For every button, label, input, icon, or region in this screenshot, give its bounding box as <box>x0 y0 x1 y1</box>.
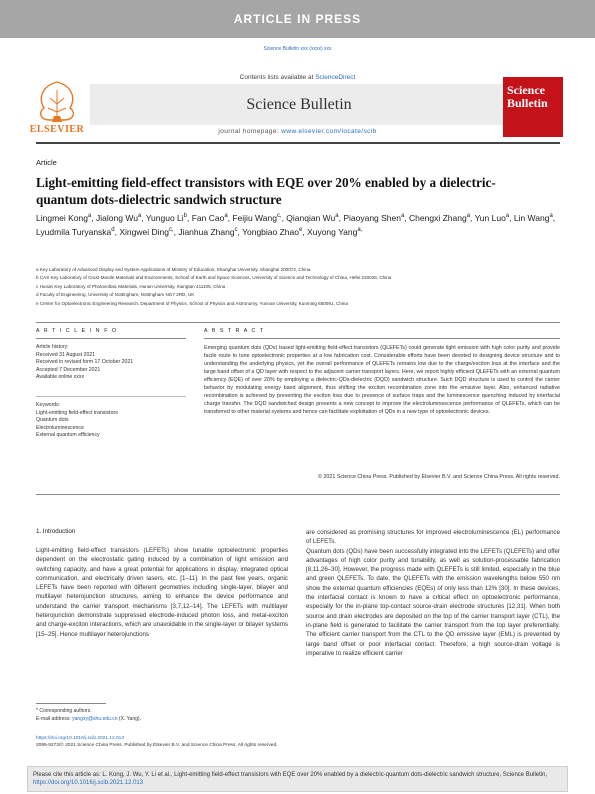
author[interactable]: Yunguo Li$^b$ <box>145 213 187 223</box>
history-label: Article history: <box>36 344 69 350</box>
section-heading-introduction: 1. Introduction <box>36 528 76 535</box>
affiliation: a Key Laboratory of Advanced Display and System Applications of Ministry of Education, Shanghai University, Shanghai 200072, China <box>36 267 311 272</box>
contents-prefix: Contents lists available at <box>239 74 314 81</box>
affiliation: d Faculty of Engineering, University of Nottingham, Nottingham NG7 2RD, UK <box>36 292 195 298</box>
doi-block <box>36 735 476 749</box>
affiliations-divider <box>36 322 560 323</box>
homepage-prefix: journal homepage: <box>218 128 280 135</box>
corresponding-authors-note: * Corresponding authors. <box>36 708 92 714</box>
article-title: Light-emitting field-effect transistors with EQE over 20% enabled by a dielectric-quantum dots-dielectric sandwich structure <box>36 175 496 207</box>
author[interactable]: Jianhua Zhang$^c$ <box>178 226 238 237</box>
author[interactable]: Lin Wang$^a$ <box>513 213 553 223</box>
author[interactable]: Chengxi Zhang$^a$ <box>409 213 471 223</box>
article-info-heading: A R T I C L E I N F O <box>36 328 118 334</box>
homepage-link[interactable]: www.elsevier.com/locate/scib <box>281 128 377 135</box>
cover-title-line1: Science <box>507 83 545 97</box>
body-column-left: Light-emitting field-effect transistors (LEFETs) show tunable optoelectronic properties dependent on the electrostatic gating induced by a combination of light emission and switching capacity, and have a great potential for applications in display, integrated optical communication, and electrically driven lasers, etc. [1–11]. In the past few years, organic LEFETs have been reported with different geometries including single-layer, bilayer and multilayer heterojunction structures, aiming to enhance the device performance and understand the carrier transport mechanisms [3,7,12–14]. The LEFETs with multilayer heterojunction demonstrate suppressed electrode-induced photon loss, and metal-exciton and charge-exciton interactions, which are unavoidable in the single-layer or bilayer systems [15–25]. Hence multilayer heterojunctions <box>36 547 288 638</box>
article-history <box>36 344 186 382</box>
history-item: Accepted 7 December 2021 <box>36 366 101 373</box>
author[interactable]: Yun Luo$^a$ <box>474 213 510 223</box>
citation-doi-link[interactable]: https://doi.org/10.1016/j.scib.2021.12.013 <box>33 780 144 786</box>
keywords-label: Keywords: <box>36 402 61 408</box>
affiliation: b CAS Key Laboratory of Crust-Mantle Materials and Environments, School of Earth and Space Sciences, University of Science and Technology of China, Hefei 230026, China <box>36 275 392 281</box>
affiliation-list <box>36 266 566 308</box>
email-link[interactable]: yangxy@shu.edu.cn <box>72 716 118 723</box>
keyword: Electroluminescence <box>36 424 84 431</box>
copyright-notice: © 2021 Science China Press. Published by Elsevier B.V. and Science China Press. All rights reserved. <box>318 474 560 480</box>
author[interactable]: Lingmei Kong$^a$ <box>36 213 92 223</box>
history-item: Available online xxxx <box>36 374 85 381</box>
keyword: Light-emitting field-effect transistors <box>36 409 118 416</box>
affiliation: c Hunan Key Laboratory of Photovoltaic Materials, Hunan University, Xiangtan 411105, China <box>36 283 226 289</box>
history-item: Received 31 August 2021 <box>36 351 96 358</box>
citation-text <box>33 771 561 787</box>
author[interactable]: Feijiu Wang$^{c,}$ <box>232 213 282 223</box>
author[interactable]: Xuyong Yang$^{a,}$ <box>307 226 363 237</box>
body-column-right: are considered as promising structures for improved electroluminescence (EL) performance of LEFETs. Quantum dots (QDs) have been successfully integrated into the LEFETs (QLEFETs) and offer advantages of high color purity and tunability, as well as solution-processable fabrication [8,11,26–30]. However, the progress made with QLEFETs is still limited, especially in the blue and green QLEFETs. To date, the QLEFETs with the emission wavelengths below 550 nm show the external quantum efficiencies (EQEs) of only less than 12% [30]. In these devices, the interfacial contact is known to have a critical effect on optoelectronic performance, especially for the in-plane top-contact source-drain electrode structures [12,31]. When both source and drain electrodes are deposited on the top of the carrier transport layer (CTL), the in-plane field is generated to facilitate the carrier transport from the top layer preferentially. The efficient carrier transport from the CTL to the QD emissive layer (EML) is prevented by large band offset or poor interfacial contact. Therefore, a high source-drain voltage is imperative to realize efficient carrier <box>306 529 560 657</box>
history-divider <box>36 396 186 397</box>
history-item: Received in revised form 17 October 2021 <box>36 359 134 366</box>
journal-header-box <box>90 84 508 125</box>
affiliation: e Center for Optoelectronic Engineering Research, Department of Physics, School of Physics and Astronomy, Yunnan University, Kunming 650091, China <box>36 300 349 306</box>
article-info-rule <box>36 338 186 339</box>
author[interactable]: Qianqian Wu$^a$ <box>286 213 339 223</box>
abstract-heading: A B S T R A C T <box>204 328 265 334</box>
banner-title: ARTICLE IN PRESS <box>233 12 362 26</box>
author[interactable]: Xingwei Ding$^{c,}$ <box>119 226 174 237</box>
email-line <box>36 715 288 723</box>
author-list: Lingmei Kong$^a$, Jialong Wu$^a$, Yunguo Li$^b$, Fan Cao$^a$, Feijiu Wang$^{c,}$, Qianqian Wu$^a$, Piaoyang Shen$^a$, Chengxi Zhang$^a$, Yun Luo$^a$, Lin Wang$^a$, Lyudmila Turyanska$^d$, Xingwei Ding$^{c,}$, Jianhua Zhang$^c$, Yongbiao Zhao$^e$, Xuyong Yang$^{a,}$ <box>36 213 556 237</box>
email-label: E-mail address: <box>36 716 71 723</box>
footnote-rule <box>36 703 106 704</box>
keywords <box>36 402 186 440</box>
author[interactable]: Jialong Wu$^a$ <box>96 213 142 223</box>
footnote <box>36 707 288 723</box>
abstract-text: Emerging quantum dots (QDs) based light-emitting field-effect transistors (QLEFETs) could generate light emission with high color purity and provide facile route to tune optoelectronic properties at a low fabrication cost. Considerable efforts have been devoted to designing device structure and to understanding the underlying physics, yet the overall performance of QLEFETs remains low due to the charge/exciton loss at the interface and the large band offset of a QD layer with respect to the adjacent carrier transport layers. Here, we report highly efficient QLEFETs with an external quantum efficiency (EQE) of over 20% by employing a dielectric-QDs-dielectric (DQD) sandwich structure. Such DQD structure is used to control the carrier behavior by modulating energy band alignment, thus shifting the exciton recombination zone into the emissive layer. Also, enhanced radiative recombination is achieved by preventing the exciton loss due to presence of surface traps and the luminescence quenching induced by interfacial charge transfer. The DQD sandwiched design presents a new concept to improve the electroluminescence performance of QLEFETs, which can be transferred to other material systems and hence can facilitate exploitation of QDs in a new type of optoelectronic devices. <box>204 345 560 416</box>
author[interactable]: Lyudmila Turyanska$^d$ <box>36 226 115 237</box>
journal-name: Science Bulletin <box>246 96 352 113</box>
author[interactable]: Yongbiao Zhao$^e$ <box>242 226 303 237</box>
abstract-rule <box>204 338 560 339</box>
publisher-logo-text: ELSEVIER <box>29 124 85 135</box>
header-divider <box>36 142 560 144</box>
doi-link[interactable]: https://doi.org/10.1016/j.scib.2021.12.013 <box>36 736 125 741</box>
email-suffix: (X. Yang). <box>118 716 141 723</box>
author[interactable]: Piaoyang Shen$^a$ <box>343 213 405 223</box>
issn-line: 2095-9273/© 2021 Science China Press. Published by Elsevier B.V. and Science China Press. All rights reserved. <box>36 743 278 749</box>
author[interactable]: Fan Cao$^a$ <box>191 213 228 223</box>
keyword: Quantum dots <box>36 417 69 424</box>
abstract-end-divider <box>36 494 560 495</box>
keyword: External quantum efficiency <box>36 432 100 439</box>
article-type: Article <box>36 158 57 167</box>
sciencedirect-link[interactable]: ScienceDirect <box>315 74 356 81</box>
cover-title-line2: Bulletin <box>507 96 548 110</box>
journal-reference: Science Bulletin xxx (xxxx) xxx <box>263 46 332 52</box>
citation-prefix: Please cite this article as: L. Kong, J. Wu, Y. Li et al., Light-emitting field-effect transistors with EQE over 20% enabled by a dielectric-quantum dots-dielectric sandwich structure, Science Bulletin, <box>33 772 548 778</box>
